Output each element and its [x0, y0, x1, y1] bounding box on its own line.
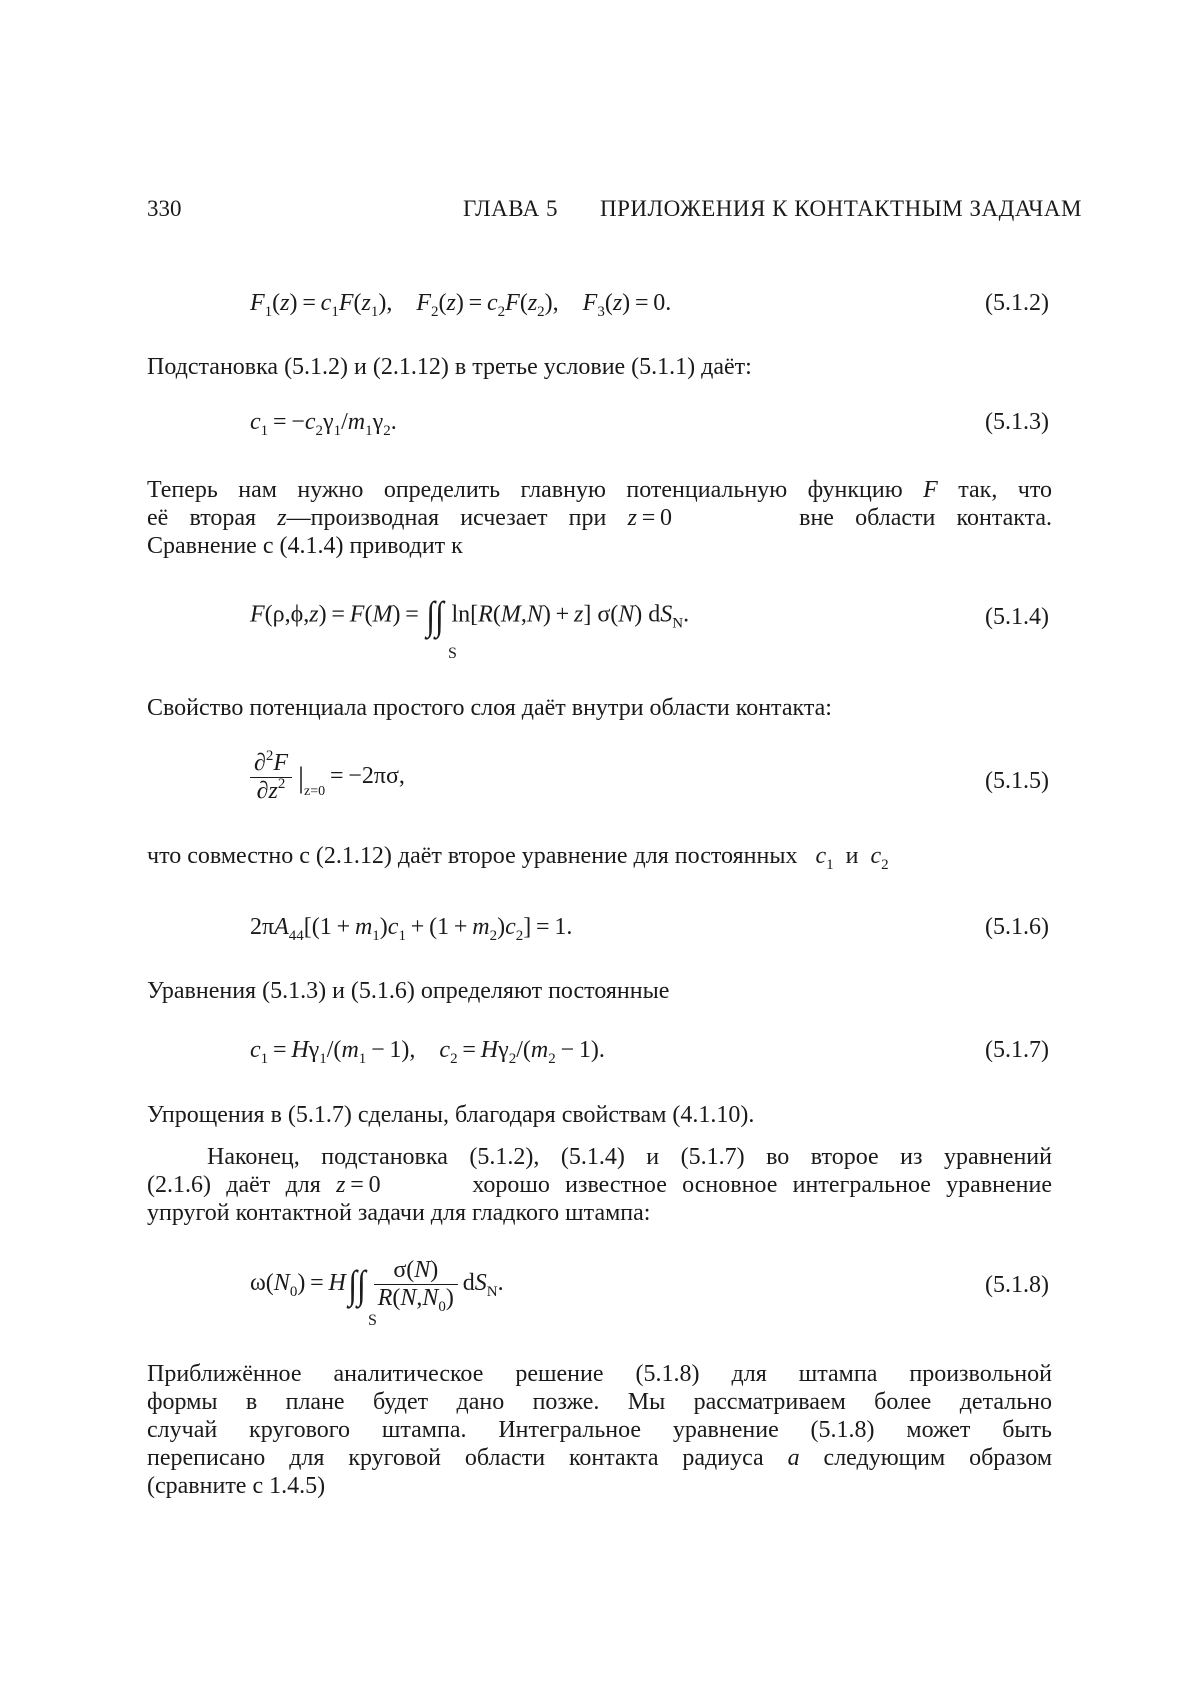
- text-line: случай кругового штампа. Интегральное уравнение (5.1.8) может быть: [147, 1417, 1052, 1443]
- fraction: $\frac{\sigma(N)}{R(N,N_0)}$: [374, 1257, 458, 1312]
- equation-5-1-7: $c_1 = H\gamma_1/(m_1 - 1)$, $c_2 = H\gamma_2/(m_2 - 1)$.: [250, 1037, 605, 1067]
- equation-5-1-2: $F_1(z) = c_1F(z_1)$, $F_2(z) = c_2F(z_2)$, $F_3(z) = 0$.: [250, 290, 672, 320]
- page-number: 330: [147, 196, 182, 221]
- paragraph: Упрощения в (5.1.7) сделаны, благодаря свойствам (4.1.10).: [147, 1102, 755, 1128]
- paragraph: Свойство потенциала простого слоя даёт внутри области контакта:: [147, 695, 832, 721]
- text-line: Приближённое аналитическое решение (5.1.8) для штампа произвольной: [147, 1361, 1052, 1387]
- equation-number: (5.1.7): [985, 1037, 1049, 1063]
- text-line: (сравните с 1.4.5): [147, 1473, 326, 1499]
- paragraph: [147, 1143, 1052, 1227]
- fraction: $\frac{\partial^2F}{\partial z^2}$: [250, 750, 292, 805]
- text-line: формы в плане будет дано позже. Мы рассматриваем более детально: [147, 1389, 1052, 1415]
- integration-domain: S: [368, 1312, 377, 1329]
- paragraph: Подстановка (5.1.2) и (2.1.12) в третье условие (5.1.1) даёт:: [147, 354, 752, 380]
- chapter-label: ГЛАВА 5: [463, 196, 559, 221]
- text-line: упругой контактной задачи для гладкого штампа:: [147, 1200, 651, 1226]
- text-line: (2.1.6) даёт для z = 0 хорошо известное основное интегральное уравнение: [147, 1172, 1053, 1198]
- running-title: ПРИЛОЖЕНИЯ К КОНТАКТНЫМ ЗАДАЧАМ: [600, 196, 1082, 221]
- equation-5-1-5: $\frac{\partial^2F}{\partial z^2}$ $|_{z=0} = -2\pi\sigma$,: [250, 750, 405, 805]
- equation-number: (5.1.2): [985, 290, 1049, 316]
- text-line: Наконец, подстановка (5.1.2), (5.1.4) и (5.1.7) во второе из уравнений: [207, 1144, 1052, 1170]
- text-line: Теперь нам нужно определить главную потенциальную функцию F так, что: [147, 477, 1053, 503]
- text-line: Сравнение с (4.1.4) приводит к: [147, 533, 463, 559]
- equation-number: (5.1.4): [985, 604, 1049, 630]
- equation-5-1-8: $\omega(N_0) = H\int\int$ $\frac{\sigma(N)}{R(N,N_0)}$ $dS_N$.: [250, 1257, 504, 1315]
- equation-number: (5.1.6): [985, 914, 1049, 940]
- equation-number: (5.1.3): [985, 409, 1049, 435]
- equation-5-1-4: F(ρ,ϕ,z) = F(M) = ∫∫ ln[R(M,N) + z] σ(N) $dS_N$.: [250, 593, 690, 638]
- paragraph: что совместно с (2.1.12) даёт второе уравнение для постоянных $c_1$ и $c_2$: [147, 843, 889, 873]
- equation-number: (5.1.8): [985, 1272, 1049, 1298]
- paragraph: Уравнения (5.1.3) и (5.1.6) определяют постоянные: [147, 978, 670, 1004]
- text-line: её вторая z—производная исчезает при z = 0 вне области контакта.: [147, 505, 1053, 531]
- integration-domain: S: [448, 645, 457, 662]
- equation-5-1-3: $c_1 = -c_2\gamma_1/m_1\gamma_2$.: [250, 409, 397, 439]
- equation-5-1-6: $2\pi A_{44}[(1 + m_1)c_1 + (1 + m_2)c_2] = 1$.: [250, 914, 573, 944]
- equation-number: (5.1.5): [985, 768, 1049, 794]
- paragraph: [147, 476, 1052, 560]
- text-line: переписано для круговой области контакта радиуса a следующим образом: [147, 1445, 1053, 1471]
- paragraph: [147, 1360, 1052, 1500]
